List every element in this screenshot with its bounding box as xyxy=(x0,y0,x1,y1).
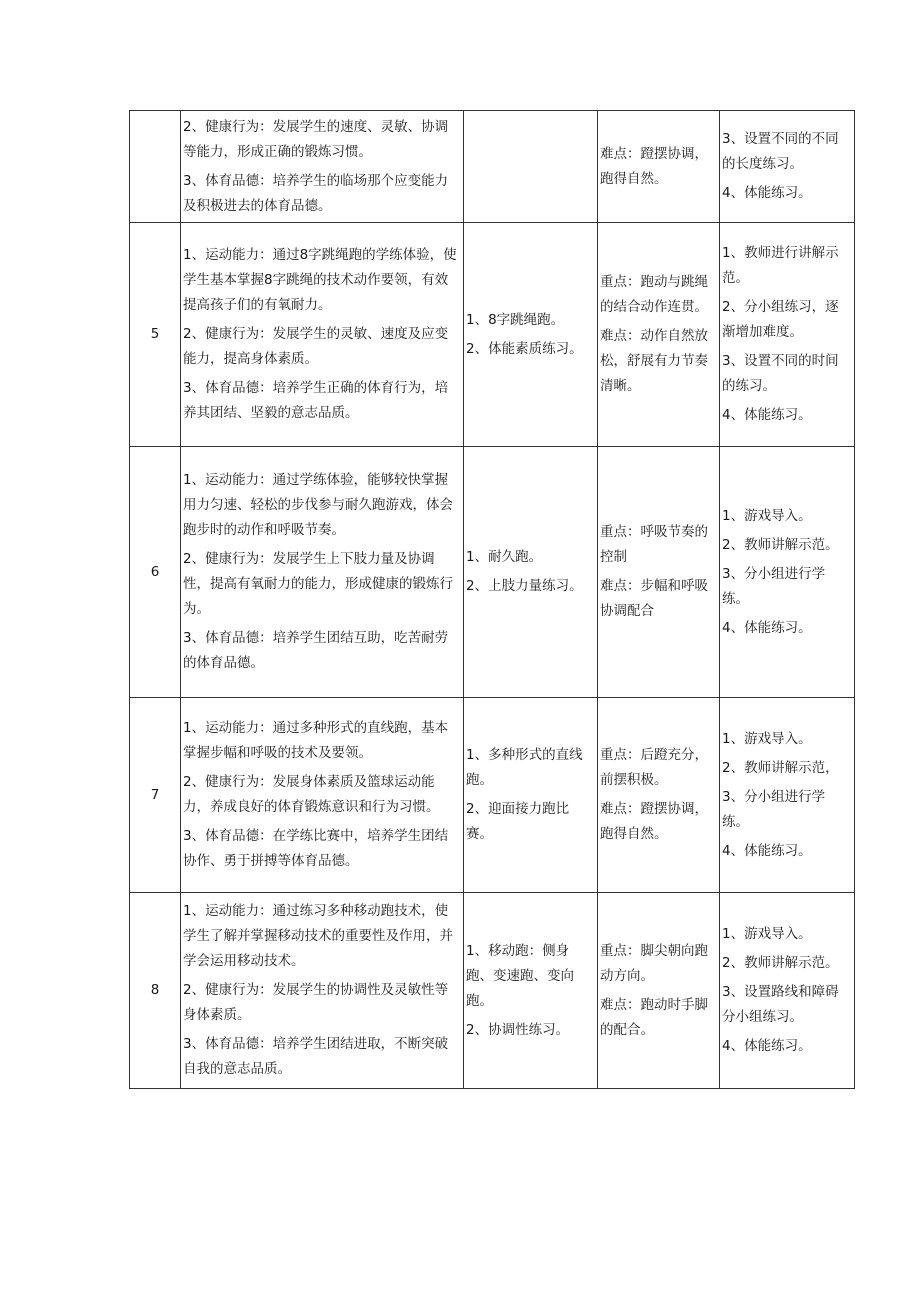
key-difficulty-cell xyxy=(598,698,720,893)
goals-item: 2、健康行为：发展学生的灵敏、速度及应变能力，提高身体素质。 xyxy=(183,326,449,367)
methods-item: 3、设置路线和障碍分小组练习。 xyxy=(722,984,839,1025)
methods-item: 2、教师讲解示范。 xyxy=(722,536,839,553)
content-item: 2、协调性练习。 xyxy=(466,1021,570,1038)
goals-cell xyxy=(181,447,464,698)
methods-cell xyxy=(720,223,855,447)
goals-cell xyxy=(181,223,464,447)
lesson-number-cell xyxy=(130,111,181,223)
key-difficulty-item: 难点：步幅和呼吸协调配合 xyxy=(600,578,708,619)
methods-item: 3、分小组进行学练。 xyxy=(722,788,826,830)
key-difficulty-item: 难点：蹬摆协调，跑得自然。 xyxy=(600,801,708,842)
lesson-number-cell: 8 xyxy=(130,893,181,1089)
key-difficulty-cell xyxy=(598,111,720,223)
content-cell xyxy=(464,111,598,223)
goals-item: 2、健康行为：发展学生上下肢力量及协调性，提高有氧耐力的能力，形成健康的锻炼行为。 xyxy=(183,551,453,617)
methods-item: 2、教师讲解示范。 xyxy=(722,955,839,971)
methods-item: 4、体能练习。 xyxy=(722,619,812,636)
key-difficulty-item: 重点：呼吸节奏的控制 xyxy=(600,524,708,565)
content-item: 1、移动跑：侧身跑、变速跑、变向跑。 xyxy=(466,942,574,1009)
methods-item: 3、分小组进行学练。 xyxy=(722,565,826,607)
goals-item: 2、健康行为：发展学生的协调性及灵敏性等身体素质。 xyxy=(183,982,449,1023)
methods-item: 4、体能练习。 xyxy=(722,1038,812,1054)
content-item: 2、迎面接力跑比赛。 xyxy=(466,801,570,842)
key-difficulty-item: 重点：脚尖朝向跑动方向。 xyxy=(600,942,708,984)
goals-item: 3、体育品德：培养学生团结互助，吃苦耐劳的体育品德。 xyxy=(183,630,449,671)
methods-item: 4、体能练习。 xyxy=(722,185,812,201)
goals-item: 3、体育品德：培养学生团结进取，不断突破自我的意志品质。 xyxy=(183,1036,449,1077)
goals-item: 1、运动能力：通过学练体验，能够较快掌握用力匀速、轻松的步伐参与耐久跑游戏，体会跑步时的动作和呼吸节奏。 xyxy=(183,472,453,538)
key-difficulty-item: 重点：跑动与跳绳的结合动作连贯。 xyxy=(600,274,708,315)
methods-item: 4、体能练习。 xyxy=(722,842,812,859)
content-item: 2、体能素质练习。 xyxy=(466,340,583,357)
methods-item: 1、游戏导入。 xyxy=(722,730,812,747)
goals-item: 2、健康行为：发展身体素质及篮球运动能力，养成良好的体育锻炼意识和行为习惯。 xyxy=(183,774,440,815)
content-cell xyxy=(464,223,598,447)
methods-item: 2、分小组练习，逐渐增加难度。 xyxy=(722,299,839,340)
goals-item: 1、运动能力：通过练习多种移动跑技术，使学生了解并掌握移动技术的重要性及作用，并学会运用移动技术。 xyxy=(183,903,453,969)
goals-item: 3、体育品德：培养学生正确的体育行为，培养其团结、坚毅的意志品质。 xyxy=(183,380,449,421)
methods-cell xyxy=(720,698,855,893)
content-cell xyxy=(464,893,598,1089)
methods-item: 3、设置不同的时间的练习。 xyxy=(722,353,839,394)
goals-item: 1、运动能力：通过8字跳绳跑的学练体验，使学生基本掌握8字跳绳的技术动作要领，有效提高孩子们的有氧耐力。 xyxy=(183,247,457,313)
lesson-number-cell: 5 xyxy=(130,223,181,447)
methods-item: 1、游戏导入。 xyxy=(722,507,812,524)
key-difficulty-item: 重点：后蹬充分，前摆积极。 xyxy=(600,747,708,788)
methods-item: 1、游戏导入。 xyxy=(722,926,812,942)
table-row xyxy=(130,893,855,1089)
lesson-number-cell: 6 xyxy=(130,447,181,698)
lesson-plan-table xyxy=(129,110,855,1089)
goals-item: 3、体育品德：在学练比赛中，培养学生团结协作、勇于拼搏等体育品德。 xyxy=(183,828,449,869)
content-item: 1、耐久跑。 xyxy=(466,549,543,565)
content-cell xyxy=(464,447,598,698)
methods-item: 4、体能练习。 xyxy=(722,407,812,423)
goals-cell xyxy=(181,698,464,893)
methods-cell xyxy=(720,111,855,223)
table-row xyxy=(130,698,855,893)
key-difficulty-item: 难点：跑动时手脚的配合。 xyxy=(600,996,708,1038)
goals-item: 1、运动能力：通过多种形式的直线跑，基本掌握步幅和呼吸的技术及要领。 xyxy=(183,720,449,761)
goals-item: 3、体育品德：培养学生的临场那个应变能力及积极进去的体育品德。 xyxy=(183,172,449,214)
methods-item: 2、教师讲解示范， xyxy=(722,759,839,776)
goals-item: 2、健康行为：发展学生的速度、灵敏、协调等能力，形成正确的锻炼习惯。 xyxy=(183,118,449,160)
content-item: 2、上肢力量练习。 xyxy=(466,578,583,594)
goals-cell xyxy=(181,111,464,223)
content-cell xyxy=(464,698,598,893)
table-row xyxy=(130,447,855,698)
content-item: 1、8字跳绳跑。 xyxy=(466,311,565,328)
methods-item: 1、教师进行讲解示范。 xyxy=(722,245,839,286)
table-row xyxy=(130,111,855,223)
key-difficulty-item: 难点：蹬摆协调，跑得自然。 xyxy=(600,145,708,187)
methods-cell xyxy=(720,447,855,698)
table-row xyxy=(130,223,855,447)
lesson-number-cell: 7 xyxy=(130,698,181,893)
key-difficulty-cell xyxy=(598,893,720,1089)
methods-cell xyxy=(720,893,855,1089)
goals-cell xyxy=(181,893,464,1089)
lesson-plan-body xyxy=(130,111,855,1089)
key-difficulty-cell xyxy=(598,447,720,698)
key-difficulty-cell xyxy=(598,223,720,447)
content-item: 1、多种形式的直线跑。 xyxy=(466,747,583,788)
key-difficulty-item: 难点：动作自然放松，舒展有力节奏清晰。 xyxy=(600,328,708,394)
methods-item: 3、设置不同的不同的长度练习。 xyxy=(722,131,839,172)
